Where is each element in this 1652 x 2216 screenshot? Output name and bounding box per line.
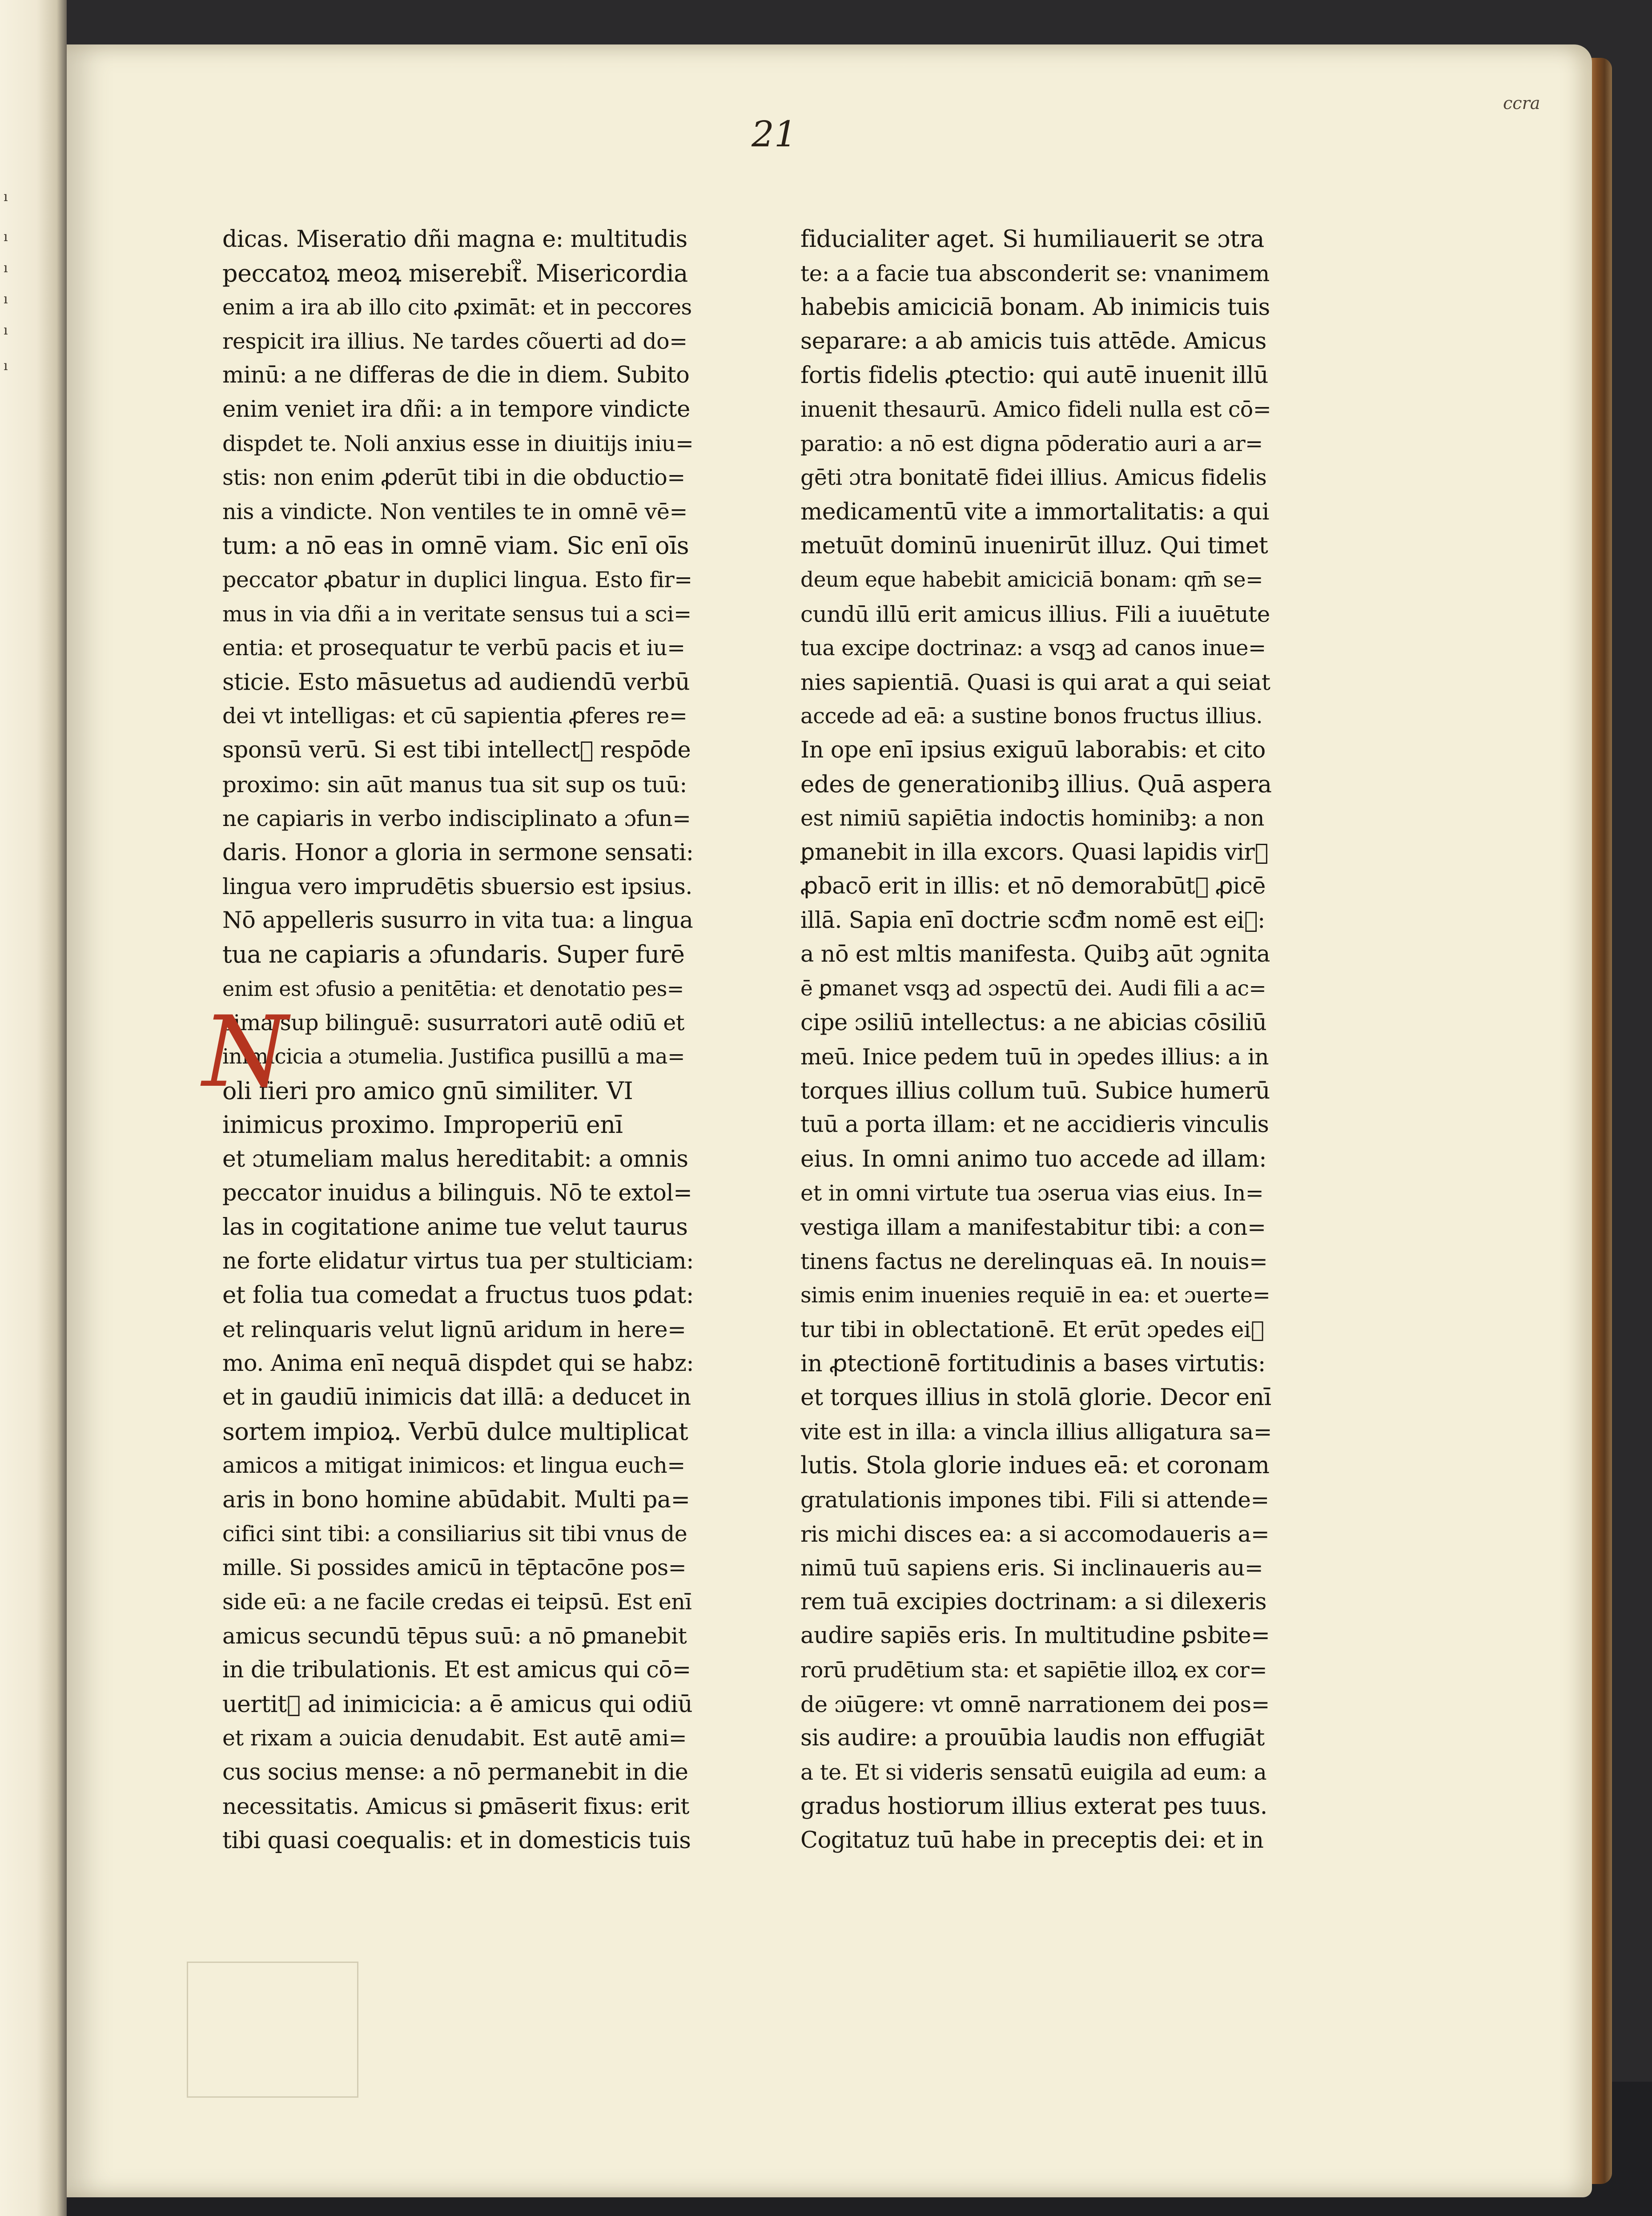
text-line: de ɔiūgere: vt omnē narrationem dei pos= — [800, 1691, 1270, 1717]
text-line: ne capiaris in verbo indisciplinato a ɔfun= — [222, 806, 691, 832]
facing-page-mark: ı — [4, 291, 8, 307]
text-line: peccator ꝓbatur in duplici lingua. Esto fir= — [222, 567, 692, 592]
text-line: tua ne capiaris a ɔfundaris. Super furē — [222, 940, 685, 969]
text-line: ꝓbacō erit in illis: et nō demorabūt᷑ ꝓicē — [800, 873, 1266, 900]
decorated-initial: N — [202, 995, 288, 1109]
text-line: paratio: a nō est digna pōderatio auri a ar= — [800, 431, 1263, 456]
text-line: enim veniet ira dñi: a in tempore vindicte — [222, 396, 690, 423]
text-line: side eū: a ne facile credas ei teipsū. Est enī — [222, 1589, 692, 1615]
text-line: torques illius collum tuū. Subice humerū — [800, 1077, 1270, 1104]
text-line: et in gaudiū inimicis dat illā: a deducet in — [222, 1384, 691, 1411]
text-line: tum: a nō eas in omnē viam. Sic enī oīs — [222, 532, 689, 560]
text-line: inuenit thesaurū. Amico fideli nulla est cō= — [800, 396, 1271, 422]
text-line: sponsū verū. Si est tibi intellect᷒ respōde — [222, 737, 691, 763]
text-line: edes de generationibꝫ illius. Quā aspera — [800, 770, 1272, 798]
text-line: ꝑmanebit in illa excors. Quasi lapidis vir᷑ — [800, 839, 1268, 866]
text-line: daris. Honor a gloria in sermone sensati: — [222, 839, 694, 866]
text-line: est nimiū sapiētia indoctis hominibꝫ: a non — [800, 806, 1264, 831]
text-line: et relinquaris velut lignū aridum in here= — [222, 1317, 686, 1342]
text-line: et in omni virtute tua ɔserua vias eius. In= — [800, 1180, 1264, 1206]
text-line: mus in via dñi a in veritate sensus tui a sci= — [222, 601, 691, 627]
text-line: peccator inuidus a bilinguis. Nō te extol= — [222, 1180, 692, 1206]
text-line: habebis amiciciā bonam. Ab inimicis tuis — [800, 294, 1270, 321]
text-line: proximo: sin aūt manus tua sit sup os tuū: — [222, 771, 687, 798]
text-line: et torques illius in stolā glorie. Decor enī — [800, 1384, 1271, 1411]
facing-page-mark: ı — [4, 189, 8, 205]
text-line: sis audire: a prouūbia laudis non effugiāt — [800, 1725, 1265, 1752]
left-text-column — [222, 222, 694, 1858]
text-line: sortem impioꝝ. Verbū dulce multiplicat — [222, 1417, 688, 1446]
text-line: gēti ɔtra bonitatē fidei illius. Amicus fidelis — [800, 465, 1267, 491]
right-text-column — [800, 222, 1272, 1858]
facing-page-mark: ı — [4, 260, 8, 276]
text-line: respicit ira illius. Ne tardes cõuerti ad do= — [222, 328, 687, 354]
text-line: a te. Et si videris sensatū euigila ad eum: a — [800, 1759, 1267, 1785]
text-line: simis enim inuenies requiē in ea: et ɔuerte= — [800, 1283, 1270, 1308]
text-line: rorū prudētium sta: et sapiētie illoꝝ ex cor= — [800, 1657, 1267, 1683]
text-line: nies sapientiā. Quasi is qui arat a qui seiat — [800, 669, 1270, 695]
text-line: tibi quasi coequalis: et in domesticis tuis — [222, 1827, 691, 1854]
text-line: sticie. Esto māsuetus ad audiendū verbū — [222, 669, 690, 696]
text-line: tur tibi in oblectationē. Et erūt ɔpedes ei᷒ — [800, 1317, 1264, 1342]
text-line: rem tuā excipies doctrinam: a si dilexeris — [800, 1588, 1267, 1615]
text-line: lutis. Stola glorie indues eā: et coronam — [800, 1452, 1270, 1479]
facing-page-mark: ı — [4, 229, 8, 245]
text-line: sima sup bilinguē: susurratori autē odiū et — [222, 1010, 684, 1035]
text-line: ris michi disces ea: a si accomodaueris a= — [800, 1521, 1270, 1547]
text-line: mille. Si possides amicū in tēptacōne pos= — [222, 1555, 687, 1581]
text-line: dei vt intelligas: et cū sapientia ꝓferes re= — [222, 703, 687, 729]
text-line: cifici sint tibi: a consiliarius sit tibi vnus de — [222, 1521, 687, 1547]
shelfmark: ccra — [1503, 93, 1540, 113]
text-line: accede ad eā: a sustine bonos fructus illius. — [800, 704, 1263, 729]
text-line: et ɔtumeliam malus hereditabit: a omnis — [222, 1146, 688, 1173]
text-line: nimū tuū sapiens eris. Si inclinaueris au= — [800, 1555, 1263, 1581]
text-line: vite est in illa: a vincla illius alligatura sa= — [800, 1418, 1272, 1445]
facing-page-edge — [0, 0, 67, 2216]
text-line: et rixam a ɔuicia denudabit. Est autē ami= — [222, 1725, 687, 1751]
text-line: peccatoꝝ meoꝝ miserebit᷑. Misericordia — [222, 259, 688, 287]
text-line: necessitatis. Amicus si ꝑmāserit fixus: erit — [222, 1793, 689, 1820]
text-line: tinens factus ne derelinquas eā. In nouis= — [800, 1248, 1268, 1274]
text-line: amicus secundū tēpus suū: a nō ꝑmanebit — [222, 1623, 687, 1649]
text-line: In ope enī ipsius exiguū laborabis: et cito — [800, 737, 1266, 763]
text-line: inimicus proximo. Improperiū enī — [222, 1111, 623, 1139]
text-line: Nō appelleris susurro in vita tua: a lingua — [222, 907, 693, 934]
text-line: separare: a ab amicis tuis attēde. Amicus — [800, 328, 1266, 355]
text-line: enim est ɔfusio a penitētia: et denotatio pes= — [222, 977, 684, 1001]
text-line: in die tribulationis. Et est amicus qui cō= — [222, 1656, 691, 1683]
text-line: deum eque habebit amiciciā bonam: qm̄ se= — [800, 567, 1263, 592]
text-line: dicas. Miseratio dñi magna e: multitudis — [222, 226, 687, 253]
text-line: mo. Anima enī nequā dispdet qui se habz: — [222, 1350, 694, 1377]
facing-page-mark: ı — [4, 322, 8, 338]
text-line: lingua vero imprudētis sbuersio est ipsius. — [222, 874, 692, 900]
text-line: ē ꝑmanet vsqꝫ ad ɔspectū dei. Audi fili a ac= — [800, 976, 1266, 1001]
text-line: eius. In omni animo tuo accede ad illam: — [800, 1146, 1267, 1173]
text-line: oli fieri pro amico gnū similiter. VI — [222, 1076, 633, 1105]
text-line: stis: non enim ꝓderūt tibi in die obductio= — [222, 465, 685, 491]
text-line: in ꝓtectionē fortitudinis a bases virtutis: — [800, 1350, 1266, 1377]
text-line: amicos a mitigat inimicos: et lingua euch= — [222, 1453, 685, 1479]
text-line: nis a vindicte. Non ventiles te in omnē vē= — [222, 499, 687, 524]
text-line: vestiga illam a manifestabitur tibi: a con= — [800, 1214, 1266, 1241]
text-line: cundū illū erit amicus illius. Fili a iuuētute — [800, 601, 1270, 627]
text-line: te: a a facie tua absconderit se: vnanimem — [800, 260, 1270, 286]
text-line: medicamentū vite a immortalitatis: a qui — [800, 498, 1270, 525]
text-line: cus socius mense: a nō permanebit in die — [222, 1759, 688, 1785]
text-line: a nō est mltis manifesta. Quibꝫ aūt ɔgnita — [800, 941, 1270, 968]
text-line: aris in bono homine abūdabit. Multi pa= — [222, 1486, 690, 1513]
text-line: fortis fidelis ꝓtectio: qui autē inuenit illū — [800, 362, 1268, 389]
text-line: tuū a porta illam: et ne accidieris vinculis — [800, 1112, 1269, 1138]
text-line: inimicicia a ɔtumelia. Justifica pusillū a ma= — [222, 1044, 685, 1069]
text-line: ne forte elidatur virtus tua per stulticiam: — [222, 1248, 694, 1274]
text-line: tua excipe doctrinaz: a vsqꝫ ad canos inue= — [800, 636, 1266, 661]
text-line: uertit᷑ ad inimicicia: a ē amicus qui odiū — [222, 1691, 693, 1718]
text-line: metuūt dominū inuenirūt illuz. Qui timet — [800, 532, 1268, 560]
text-line: enim a ira ab illo cito ꝓximāt: et in peccores — [222, 295, 692, 320]
text-line: gratulationis impones tibi. Fili si attende= — [800, 1487, 1269, 1513]
text-line: gradus hostiorum illius exterat pes tuus. — [800, 1793, 1267, 1820]
paper-stain — [187, 1962, 358, 2098]
text-line: cipe ɔsiliū intellectus: a ne abicias cōsiliū — [800, 1009, 1267, 1036]
text-line: minū: a ne differas de die in diem. Subito — [222, 362, 690, 389]
text-line: audire sapiēs eris. In multitudine ꝑsbite= — [800, 1623, 1270, 1649]
text-line: las in cogitatione anime tue velut taurus — [222, 1214, 688, 1241]
text-line: meū. Inice pedem tuū in ɔpedes illius: a in — [800, 1044, 1269, 1070]
text-line: entia: et prosequatur te verbū pacis et iu= — [222, 635, 685, 661]
facing-page-mark: ı — [4, 358, 8, 374]
text-line: dispdet te. Noli anxius esse in diuitijs iniu= — [222, 431, 694, 456]
text-line: Cogitatuz tuū habe in preceptis dei: et in — [800, 1827, 1264, 1853]
text-line: fiducialiter aget. Si humiliauerit se ɔtra — [800, 226, 1264, 253]
folio-number: 21 — [752, 113, 797, 155]
text-line: illā. Sapia enī doctrie scđm nomē est ei᷒: — [800, 907, 1265, 934]
text-line: et folia tua comedat a fructus tuos ꝑdat: — [222, 1281, 694, 1309]
